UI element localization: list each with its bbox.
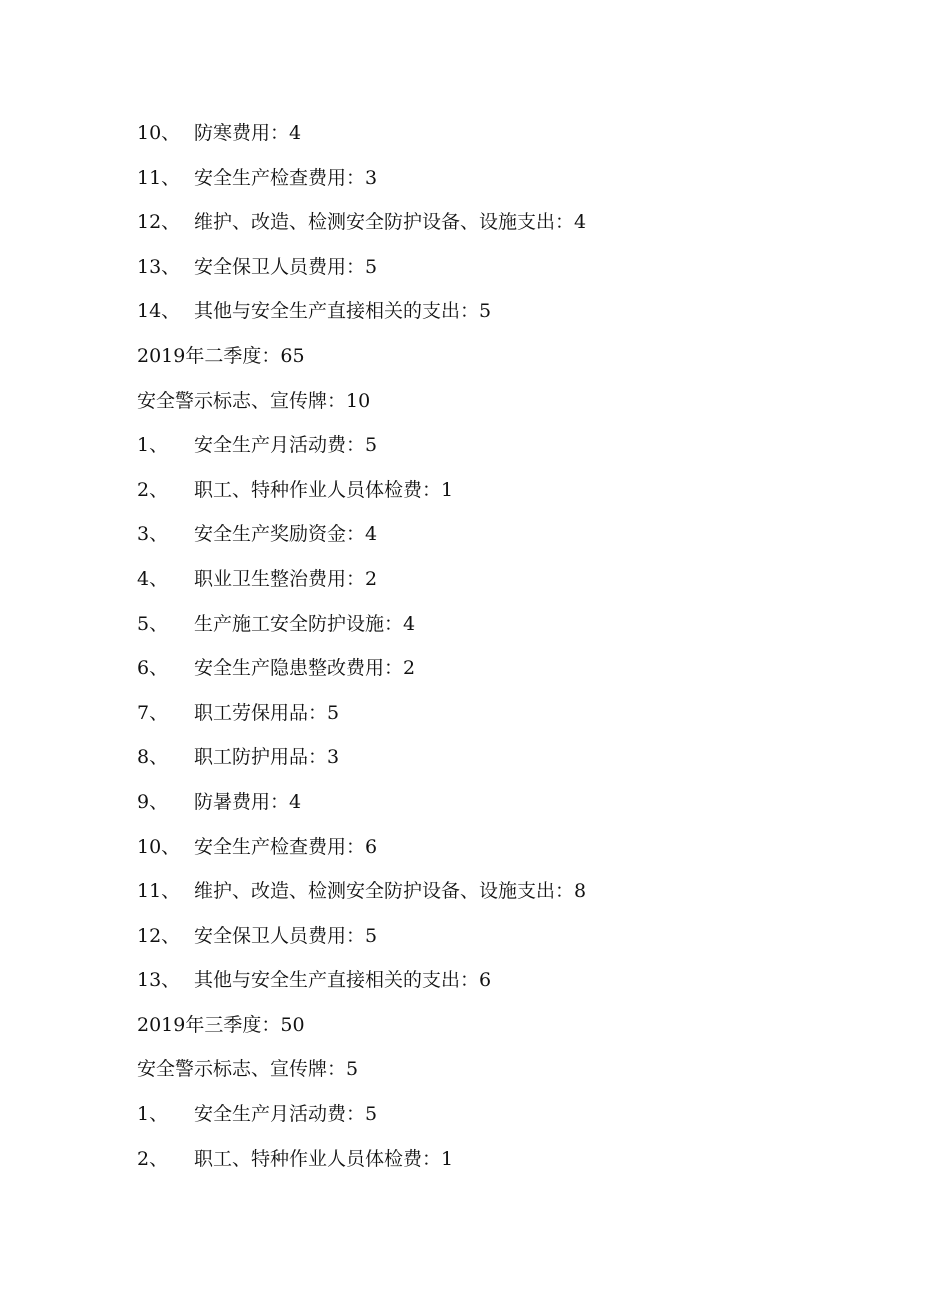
item-text: 职工劳保用品：5: [194, 701, 340, 724]
line-1: [137, 118, 897, 163]
item-text: 安全生产检查费用：6: [194, 835, 378, 858]
item-text: 安全生产月活动费：5: [194, 1103, 378, 1126]
item-text: 安全警示标志、宣传牌：10: [137, 389, 371, 412]
line-11: [137, 564, 897, 609]
item-text: 安全警示标志、宣传牌：5: [137, 1058, 359, 1081]
line-15: [137, 742, 897, 787]
item-text: 安全保卫人员费用：5: [194, 255, 378, 278]
line-12: [137, 609, 897, 654]
item-number: 7、: [137, 701, 169, 724]
item-number: 1、: [137, 1103, 169, 1126]
item-number: 8、: [137, 746, 169, 769]
item-number: 13、: [137, 969, 181, 992]
item-text: 维护、改造、检测安全防护设备、设施支出：8: [194, 880, 587, 903]
item-text: 其他与安全生产直接相关的支出：6: [194, 969, 492, 992]
item-number: 2、: [137, 478, 169, 501]
item-text: 安全生产月活动费：5: [194, 434, 378, 457]
item-text: 安全生产检查费用：3: [194, 166, 378, 189]
line-19: [137, 921, 897, 966]
item-number: 10、: [137, 122, 181, 144]
line-7: [137, 386, 897, 431]
item-number: 10、: [137, 835, 181, 858]
item-number: 6、: [137, 657, 169, 680]
line-16: [137, 787, 897, 832]
item-text: 其他与安全生产直接相关的支出：5: [194, 300, 492, 323]
item-text: 安全保卫人员费用：5: [194, 924, 378, 947]
line-10: [137, 519, 897, 564]
heading-text: 2019年二季度：65: [137, 344, 305, 367]
item-number: 1、: [137, 434, 169, 457]
item-text: 防暑费用：4: [194, 790, 302, 813]
item-text: 职业卫生整治费用：2: [194, 567, 378, 590]
item-number: 5、: [137, 612, 169, 635]
line-20: [137, 965, 897, 1010]
line-18: [137, 876, 897, 921]
heading-text: 2019年三季度：50: [137, 1013, 305, 1036]
item-text: 生产施工安全防护设施：4: [194, 612, 416, 635]
line-3: [137, 207, 897, 252]
item-text: 维护、改造、检测安全防护设备、设施支出：4: [194, 211, 587, 234]
section-heading-q3: [137, 1010, 897, 1055]
item-text: 职工、特种作业人员体检费：1: [194, 1147, 454, 1170]
item-number: 14、: [137, 300, 181, 323]
item-number: 9、: [137, 790, 169, 813]
item-number: 13、: [137, 255, 181, 278]
line-5: [137, 296, 897, 341]
line-2: [137, 163, 897, 208]
line-24: [137, 1144, 897, 1189]
item-text: 职工、特种作业人员体检费：1: [194, 478, 454, 501]
item-number: 12、: [137, 211, 181, 234]
item-text: 安全生产隐患整改费用：2: [194, 657, 416, 680]
line-8: [137, 430, 897, 475]
line-4: [137, 252, 897, 297]
item-number: 3、: [137, 523, 169, 546]
item-number: 11、: [137, 166, 181, 189]
line-9: [137, 475, 897, 520]
line-23: [137, 1099, 897, 1144]
item-text: 安全生产奖励资金：4: [194, 523, 378, 546]
line-17: [137, 832, 897, 877]
item-number: 11、: [137, 880, 181, 903]
item-text: 职工防护用品：3: [194, 746, 340, 769]
line-14: [137, 698, 897, 743]
item-number: 12、: [137, 924, 181, 947]
item-number: 4、: [137, 567, 169, 590]
item-number: 2、: [137, 1147, 169, 1170]
line-13: [137, 653, 897, 698]
document-lines: [137, 118, 897, 1188]
item-text: 防寒费用：4: [194, 122, 302, 144]
section-heading-q2: [137, 341, 897, 386]
line-22: [137, 1054, 897, 1099]
